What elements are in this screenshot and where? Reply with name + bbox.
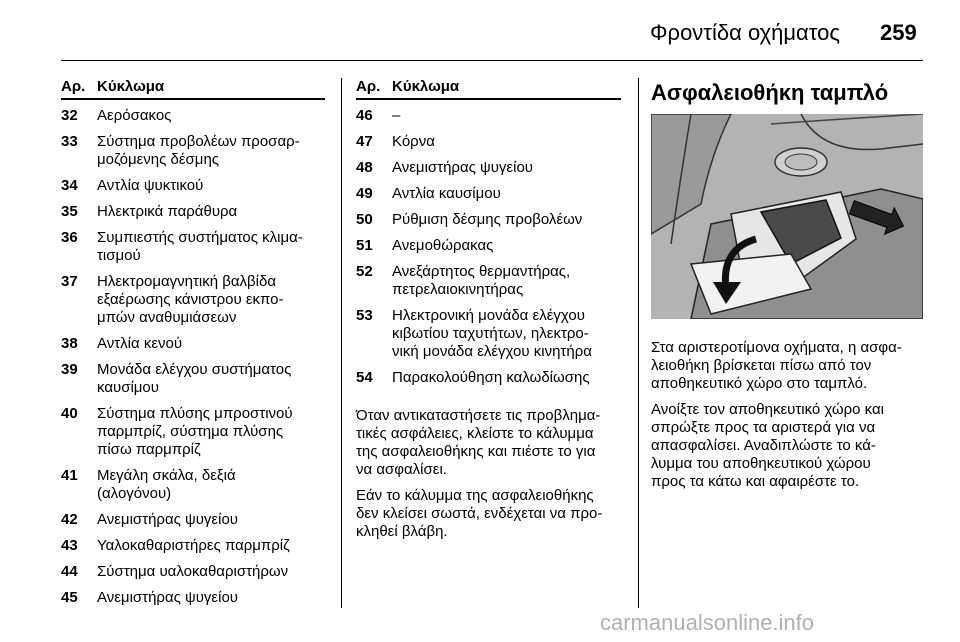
table-row xyxy=(356,125,621,151)
table-row xyxy=(356,255,621,299)
paragraph: Όταν αντικαταστήσετε τις προβλημα- τικές ασφάλειες, κλείστε το κάλυμμα της ασφαλειοθήκης και πιέστε το για να ασφαλίσει. xyxy=(356,407,601,478)
table-row xyxy=(356,151,621,177)
fuse-number: 43 xyxy=(61,537,78,554)
table-header-circuit: Κύκλωμα xyxy=(392,78,460,95)
fuse-circuit: Ανεξάρτητος θερμαντήρας, πετρελαιοκινητήρας xyxy=(392,263,571,298)
paragraph: Εάν το κάλυμμα της ασφαλειοθήκης δεν κλείσει σωστά, ενδέχεται να προ- κληθεί βλάβη. xyxy=(356,487,603,540)
fuse-number: 37 xyxy=(61,273,78,290)
fuse-number: 52 xyxy=(356,263,373,280)
fuse-number: 41 xyxy=(61,467,78,484)
table-header-circuit: Κύκλωμα xyxy=(97,78,165,95)
table-row xyxy=(356,100,621,125)
table-row xyxy=(61,221,325,265)
table-row xyxy=(61,353,325,397)
fuse-number: 34 xyxy=(61,177,78,194)
fuse-circuit: Αντλία καυσίμου xyxy=(392,185,501,202)
page-number: 259 xyxy=(880,20,917,45)
table-row xyxy=(61,397,325,459)
fuse-number: 35 xyxy=(61,203,78,220)
table-row xyxy=(61,529,325,555)
fuse-number: 44 xyxy=(61,563,78,580)
table-header-nr: Αρ. xyxy=(356,78,381,95)
fuse-circuit: Σύστημα υαλοκαθαριστήρων xyxy=(97,563,289,580)
fuse-number: 40 xyxy=(61,405,78,422)
watermark: carmanualsonline.info xyxy=(600,610,815,635)
table-row xyxy=(356,177,621,203)
fuse-circuit: Ηλεκτρομαγνητική βαλβίδα εξαέρωσης κάνιστρου εκπο- μπών αναθυμιάσεων xyxy=(97,273,284,326)
fuse-table-left xyxy=(61,78,325,607)
page-header xyxy=(0,0,960,60)
fuse-circuit: Ηλεκτρικά παράθυρα xyxy=(97,203,238,220)
table-row xyxy=(61,327,325,353)
table-row xyxy=(61,169,325,195)
header-rule xyxy=(61,60,923,61)
fuse-circuit: Υαλοκαθαριστήρες παρμπρίζ xyxy=(97,537,290,554)
table-row xyxy=(356,361,621,387)
fuse-circuit: Παρακολούθηση καλωδίωσης xyxy=(392,369,590,386)
fuse-circuit: Ανεμιστήρας ψυγείου xyxy=(97,511,238,528)
fuse-circuit: Μεγάλη σκάλα, δεξιά (αλογόνου) xyxy=(97,467,236,502)
fuse-number: 38 xyxy=(61,335,78,352)
fuse-number: 33 xyxy=(61,133,78,150)
fuse-number: 47 xyxy=(356,133,373,150)
fuse-circuit: Αντλία κενού xyxy=(97,335,183,352)
fuse-number: 42 xyxy=(61,511,78,528)
fuse-number: 32 xyxy=(61,107,78,124)
fuse-circuit: Συμπιεστής συστήματος κλιμα- τισμού xyxy=(97,229,303,264)
fuse-number: 51 xyxy=(356,237,373,254)
fuse-number: 54 xyxy=(356,369,373,386)
fuse-circuit: Ανεμοθώρακας xyxy=(392,237,494,254)
table-row xyxy=(61,100,325,125)
table-row xyxy=(61,555,325,581)
fuse-list-left xyxy=(61,100,325,607)
fuse-number: 45 xyxy=(61,589,78,606)
fuse-circuit: Σύστημα προβολέων προσαρ- μοζόμενης δέσμης xyxy=(97,133,300,168)
table-row xyxy=(61,581,325,607)
paragraph: Ανοίξτε τον αποθηκευτικό χώρο και σπρώξτε προς τα αριστερά για να απασφαλίσει. Αναδιπλώστε το κά- λυμμα του αποθηκευτικού χώρου προς τα κάτω και αφαιρέστε το. xyxy=(651,401,884,490)
fuse-number: 36 xyxy=(61,229,78,246)
fuse-number: 39 xyxy=(61,361,78,378)
fuse-circuit: Ανεμιστήρας ψυγείου xyxy=(392,159,533,176)
table-row xyxy=(356,299,621,361)
table-row xyxy=(356,203,621,229)
fuse-circuit: Σύστημα πλύσης μπροστινού παρμπρίζ, σύστημα πλύσης πίσω παρμπρίζ xyxy=(97,405,293,458)
column-divider xyxy=(341,78,342,608)
fuse-box-illustration xyxy=(651,114,923,319)
section-text xyxy=(651,339,923,491)
instructions-text xyxy=(356,407,621,541)
fuse-circuit: Ηλεκτρονική μονάδα ελέγχου κιβωτίου ταχυτήτων, ηλεκτρο- νική μονάδα ελέγχου κινητήρα xyxy=(392,307,592,360)
section-title: Ασφαλειοθήκη ταμπλό xyxy=(651,80,889,105)
fuse-table-right xyxy=(356,78,621,541)
table-row xyxy=(61,125,325,169)
fuse-list-right xyxy=(356,100,621,387)
fuse-number: 46 xyxy=(356,107,373,124)
fuse-number: 48 xyxy=(356,159,373,176)
dashboard-fuse-section xyxy=(651,80,923,491)
fuse-circuit: Μονάδα ελέγχου συστήματος καυσίμου xyxy=(97,361,292,396)
fuse-circuit: – xyxy=(392,107,401,124)
table-row xyxy=(61,503,325,529)
fuse-circuit: Ανεμιστήρας ψυγείου xyxy=(97,589,238,606)
fuse-circuit: Κόρνα xyxy=(392,133,435,150)
table-row xyxy=(61,459,325,503)
table-row xyxy=(61,265,325,327)
fuse-circuit: Αντλία ψυκτικού xyxy=(97,177,204,194)
column-divider xyxy=(638,78,639,608)
fuse-box-drawing xyxy=(651,114,923,319)
table-header xyxy=(356,78,621,100)
fuse-circuit: Αερόσακος xyxy=(97,107,172,124)
fuse-circuit: Ρύθμιση δέσμης προβολέων xyxy=(392,211,583,228)
fuse-number: 53 xyxy=(356,307,373,324)
table-row xyxy=(356,229,621,255)
fuse-number: 50 xyxy=(356,211,373,228)
table-header-nr: Αρ. xyxy=(61,78,86,95)
fuse-number: 49 xyxy=(356,185,373,202)
paragraph: Στα αριστεροτίμονα οχήματα, η ασφα- λειοθήκη βρίσκεται πίσω από τον αποθηκευτικό χώρο στο ταμπλό. xyxy=(651,339,902,392)
table-row xyxy=(61,195,325,221)
table-header xyxy=(61,78,325,100)
page-title: Φροντίδα οχήματος xyxy=(650,20,840,45)
